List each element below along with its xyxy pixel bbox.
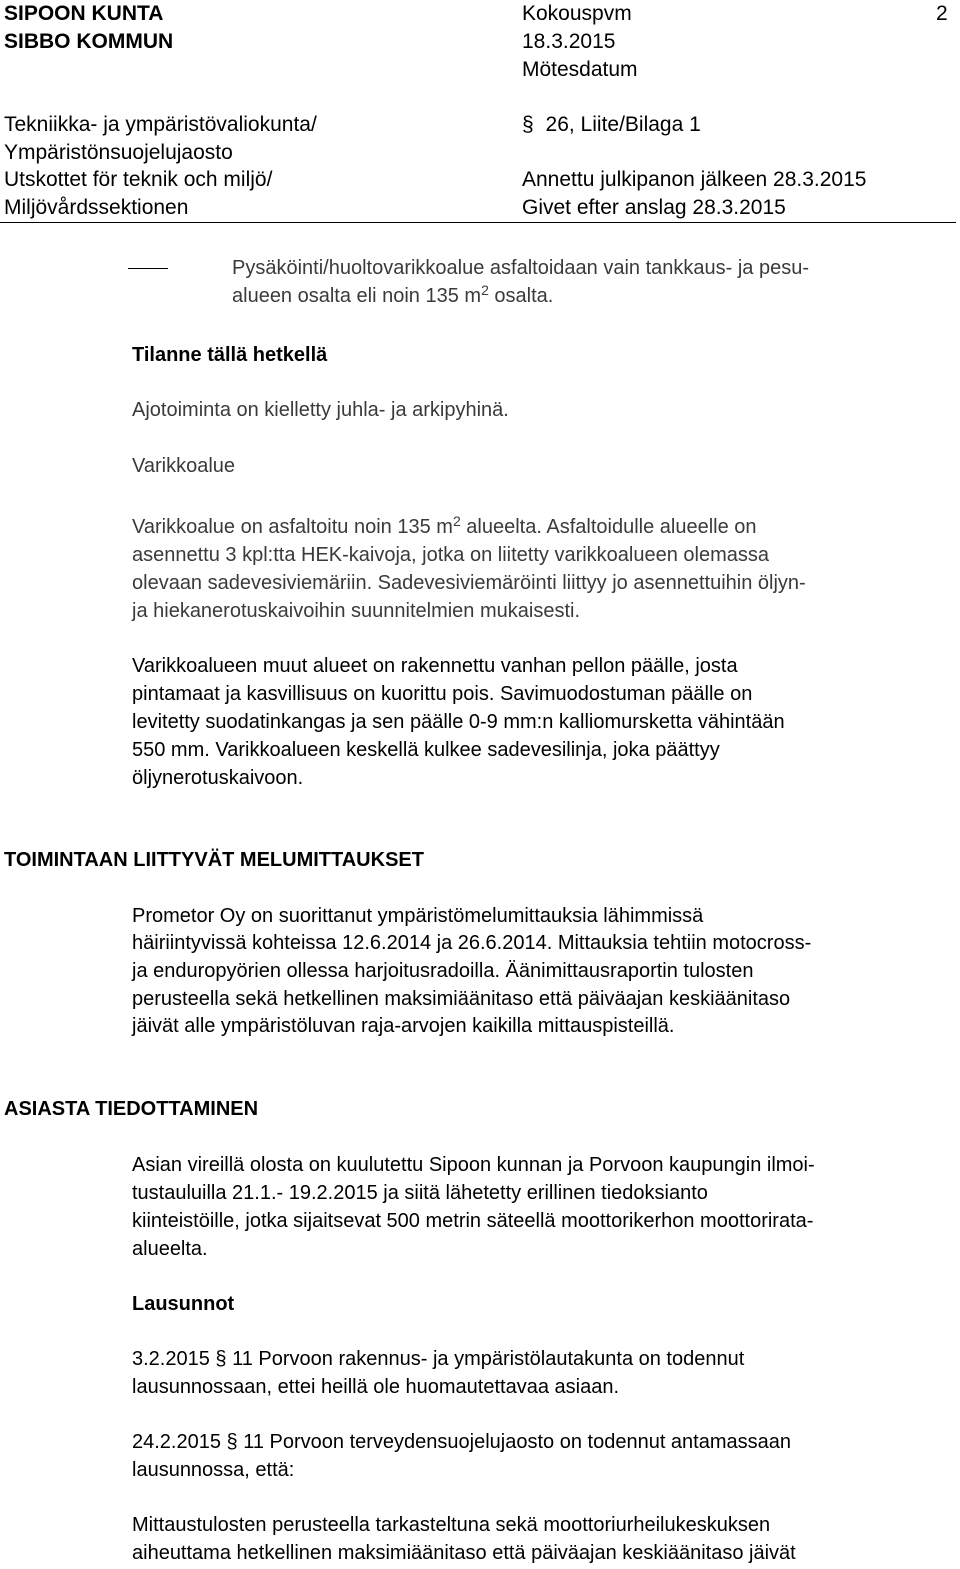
situation-heading: Tilanne tällä hetkellä (132, 344, 328, 366)
noise-line1: Prometor Oy on suorittanut ympäristömelumittauksia lähimmissä (132, 905, 704, 927)
statement1-line1 (132, 1345, 744, 1373)
noise-heading: TOIMINTAAN LIITTYVÄT MELUMITTAUKSET (4, 849, 424, 871)
depot-p1-line2: asennettu 3 kpl:tta HEK-kaivoja, jotka on liitetty varikkoalueen olemassa (132, 544, 770, 566)
header-divider (0, 222, 956, 223)
depot-p2-line5: öljynerotuskaivoon. (132, 767, 304, 789)
statement1-date: 3.2.2015 (132, 1348, 216, 1370)
bullet-line2-end: osalta. (488, 285, 554, 307)
depot-p2-line3: levitetty suodatinkangas ja sen päälle 0-9 mm:n kalliomursketta vähintään (132, 711, 785, 733)
department-fi-line1: Tekniikka- ja ympäristövaliokunta/ (4, 113, 317, 136)
notice-line2: tustauluilla 21.1.- 19.2.2015 ja siitä lähetetty erillinen tiedoksianto (132, 1182, 708, 1204)
section-sign-icon: § (522, 113, 534, 136)
bullet-dash (128, 268, 168, 269)
bullet-line2-text: alueen osalta eli noin 135 m (232, 285, 482, 307)
date-label-fi: Kokouspvm (522, 2, 632, 25)
depot-p1-line1 (132, 513, 757, 541)
statement2-line1 (132, 1428, 791, 1456)
page-number: 2 (936, 2, 948, 25)
depot-p1-line3: olevaan sadevesiviemäriin. Sadevesiviemäröinti liittyy jo asennettuihin öljyn- (132, 572, 806, 594)
noise-line4: perusteella sekä hetkellinen maksimiäänitaso että päiväajan keskiäänitaso (132, 988, 791, 1010)
statement3-line2: aiheuttama hetkellinen maksimiäänitaso että päiväajan keskiäänitaso jäivät (132, 1542, 796, 1564)
org-name-sv: SIBBO KOMMUN (4, 30, 174, 53)
depot-p1-line1-text: Varikkoalue on asfaltoitu noin 135 m (132, 516, 453, 538)
meeting-date: 18.3.2015 (522, 30, 616, 53)
published-fi: Annettu julkipanon jälkeen 28.3.2015 (522, 168, 867, 191)
depot-subheading: Varikkoalue (132, 455, 236, 477)
depot-p1-line1-end: alueelta. Asfaltoidulle alueelle on (460, 516, 757, 538)
notice-line4: alueelta. (132, 1238, 208, 1260)
notice-line3: kiinteistöille, jotka sijaitsevat 500 metrin säteellä moottorikerhon moottorirata- (132, 1210, 814, 1232)
depot-p2-line2: pintamaat ja kasvillisuus on kuorittu pois. Savimuodostuman päälle on (132, 683, 753, 705)
driving-rule: Ajotoiminta on kielletty juhla- ja arkipyhinä. (132, 399, 509, 421)
department-sv-line2: Miljövårdssektionen (4, 196, 189, 219)
published-sv: Givet efter anslag 28.3.2015 (522, 196, 786, 219)
depot-p2-line1: Varikkoalueen muut alueet on rakennettu vanhan pellon päälle, josta (132, 655, 738, 677)
statement1-text: 11 Porvoon rakennus- ja ympäristölautakunta on todennut (226, 1348, 745, 1370)
bullet-line1: Pysäköinti/huoltovarikkoalue asfaltoidaan vain tankkaus- ja pesu- (232, 257, 810, 279)
superscript-2: 2 (481, 282, 489, 298)
section-reference (522, 111, 701, 139)
noise-line2: häiriintyvissä kohteissa 12.6.2014 ja 26.6.2014. Mittauksia tehtiin motocross- (132, 932, 812, 954)
statement3-line1: Mittaustulosten perusteella tarkasteltuna sekä moottoriurheilukeskuksen (132, 1514, 771, 1536)
depot-p1-line4: ja hiekanerotuskaivoihin suunnitelmien mukaisesti. (132, 600, 581, 622)
statement2-line2: lausunnossa, että: (132, 1459, 295, 1481)
statement2-date: 24.2.2015 (132, 1431, 227, 1453)
section-sign-icon: § (226, 1431, 238, 1453)
noise-line5: jäivät alle ympäristöluvan raja-arvojen kaikilla mittauspisteillä. (132, 1015, 675, 1037)
notice-heading: ASIASTA TIEDOTTAMINEN (4, 1098, 259, 1120)
depot-p2-line4: 550 mm. Varikkoalueen keskellä kulkee sadevesilinja, joka päättyy (132, 739, 720, 761)
section-sign-icon: § (215, 1348, 227, 1370)
notice-line1: Asian vireillä olosta on kuulutettu Sipoon kunnan ja Porvoon kaupungin ilmoi- (132, 1154, 815, 1176)
statement2-text: 11 Porvoon terveydensuojelujaosto on todennut antamassaan (237, 1431, 792, 1453)
org-name-fi: SIPOON KUNTA (4, 2, 164, 25)
section-ref-text: 26, Liite/Bilaga 1 (545, 113, 701, 136)
statements-heading: Lausunnot (132, 1293, 235, 1315)
department-fi-line2: Ympäristönsuojelujaosto (4, 141, 233, 164)
bullet-line2 (232, 282, 553, 310)
noise-line3: ja enduropyörien ollessa harjoitusradoilla. Äänimittausraportin tulosten (132, 960, 754, 982)
department-sv-line1: Utskottet för teknik och miljö/ (4, 168, 273, 191)
statement1-line2: lausunnossaan, ettei heillä ole huomautettavaa asiaan. (132, 1376, 620, 1398)
superscript-2: 2 (452, 513, 461, 529)
date-label-sv: Mötesdatum (522, 58, 638, 81)
